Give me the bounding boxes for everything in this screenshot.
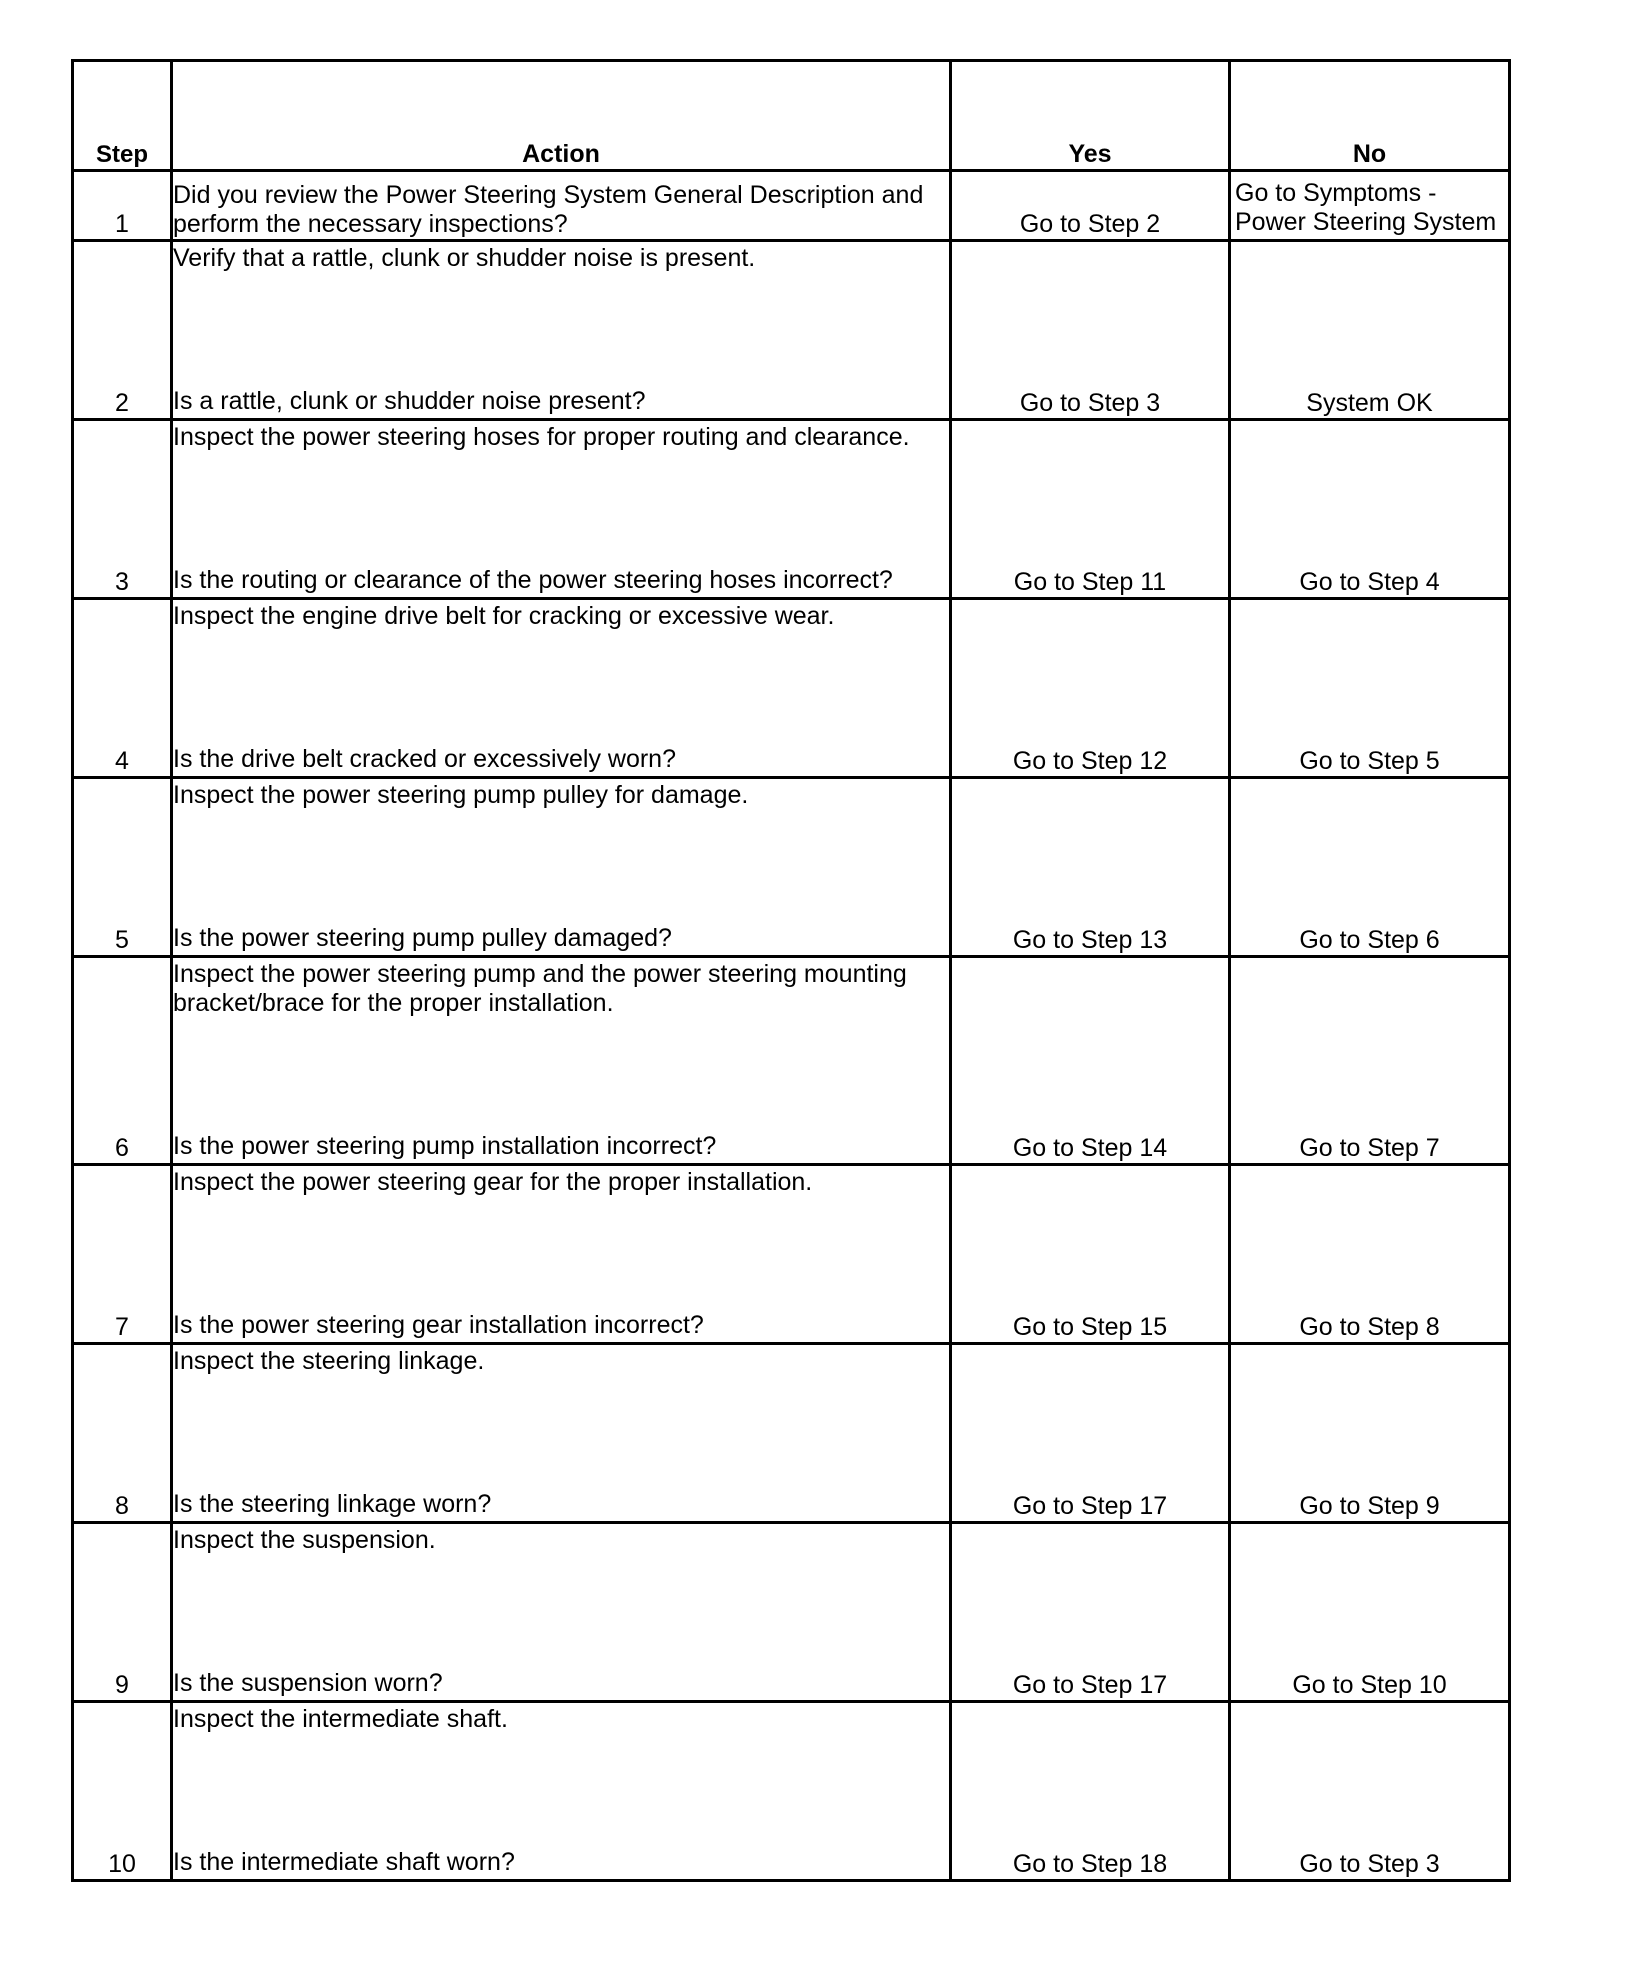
action-cell bbox=[172, 957, 951, 1165]
instruction-text: Inspect the engine drive belt for cracking or excessive wear. bbox=[173, 602, 835, 630]
header-yes: Yes bbox=[951, 61, 1230, 171]
yes-cell: Go to Step 17 bbox=[951, 1523, 1230, 1702]
yes-cell: Go to Step 13 bbox=[951, 778, 1230, 957]
header-no: No bbox=[1230, 61, 1510, 171]
question-text: Is the drive belt cracked or excessively worn? bbox=[173, 745, 676, 773]
action-cell bbox=[172, 171, 951, 241]
action-cell bbox=[172, 778, 951, 957]
yes-cell: Go to Step 18 bbox=[951, 1702, 1230, 1881]
question-text: Is the intermediate shaft worn? bbox=[173, 1848, 515, 1876]
table-row bbox=[73, 599, 1510, 778]
header-step: Step bbox=[73, 61, 172, 171]
step-number: 3 bbox=[73, 420, 172, 599]
instruction-text: Did you review the Power Steering System General Description and perform the necessary inspections? bbox=[173, 181, 924, 238]
step-number: 9 bbox=[73, 1523, 172, 1702]
action-cell bbox=[172, 1702, 951, 1881]
yes-cell: Go to Step 17 bbox=[951, 1344, 1230, 1523]
instruction-text: Inspect the power steering hoses for proper routing and clearance. bbox=[173, 423, 910, 451]
no-cell: System OK bbox=[1230, 241, 1510, 420]
yes-cell: Go to Step 11 bbox=[951, 420, 1230, 599]
step-number: 8 bbox=[73, 1344, 172, 1523]
table-row bbox=[73, 241, 1510, 420]
action-cell bbox=[172, 420, 951, 599]
no-cell: Go to Step 7 bbox=[1230, 957, 1510, 1165]
yes-cell: Go to Step 14 bbox=[951, 957, 1230, 1165]
question-text: Is the power steering pump installation incorrect? bbox=[173, 1132, 717, 1160]
no-cell: Go to Step 6 bbox=[1230, 778, 1510, 957]
step-number: 4 bbox=[73, 599, 172, 778]
no-cell: Go to Step 5 bbox=[1230, 599, 1510, 778]
instruction-text: Inspect the suspension. bbox=[173, 1526, 436, 1554]
instruction-text: Inspect the steering linkage. bbox=[173, 1347, 485, 1375]
table-row bbox=[73, 420, 1510, 599]
question-text: Is the power steering pump pulley damaged? bbox=[173, 924, 672, 952]
no-cell: Go to Step 10 bbox=[1230, 1523, 1510, 1702]
no-cell: Go to Step 4 bbox=[1230, 420, 1510, 599]
yes-cell: Go to Step 15 bbox=[951, 1165, 1230, 1344]
table-row bbox=[73, 1165, 1510, 1344]
step-number: 1 bbox=[73, 171, 172, 241]
action-cell bbox=[172, 1344, 951, 1523]
table-row bbox=[73, 1344, 1510, 1523]
yes-cell: Go to Step 2 bbox=[951, 171, 1230, 241]
step-number: 10 bbox=[73, 1702, 172, 1881]
instruction-text: Inspect the power steering pump pulley for damage. bbox=[173, 781, 749, 809]
question-text: Is the suspension worn? bbox=[173, 1669, 443, 1697]
question-text: Is the steering linkage worn? bbox=[173, 1490, 492, 1518]
question-text: Is the power steering gear installation incorrect? bbox=[173, 1311, 704, 1339]
action-cell bbox=[172, 1523, 951, 1702]
action-cell bbox=[172, 599, 951, 778]
action-cell bbox=[172, 1165, 951, 1344]
table-row bbox=[73, 171, 1510, 241]
step-number: 7 bbox=[73, 1165, 172, 1344]
step-number: 5 bbox=[73, 778, 172, 957]
no-cell: Go to Step 8 bbox=[1230, 1165, 1510, 1344]
header-action: Action bbox=[172, 61, 951, 171]
yes-cell: Go to Step 3 bbox=[951, 241, 1230, 420]
step-number: 6 bbox=[73, 957, 172, 1165]
table-header-row bbox=[73, 61, 1510, 171]
question-text: Is a rattle, clunk or shudder noise present? bbox=[173, 387, 646, 415]
table-row bbox=[73, 957, 1510, 1165]
table-row bbox=[73, 1702, 1510, 1881]
no-cell: Go to Symptoms - Power Steering System bbox=[1230, 171, 1510, 241]
step-number: 2 bbox=[73, 241, 172, 420]
yes-cell: Go to Step 12 bbox=[951, 599, 1230, 778]
table-row bbox=[73, 1523, 1510, 1702]
instruction-text: Verify that a rattle, clunk or shudder noise is present. bbox=[173, 244, 756, 272]
no-cell: Go to Step 9 bbox=[1230, 1344, 1510, 1523]
no-cell: Go to Step 3 bbox=[1230, 1702, 1510, 1881]
diagnostic-table bbox=[71, 59, 1511, 1882]
table-row bbox=[73, 778, 1510, 957]
instruction-text: Inspect the intermediate shaft. bbox=[173, 1705, 508, 1733]
question-text: Is the routing or clearance of the power steering hoses incorrect? bbox=[173, 566, 893, 594]
instruction-text: Inspect the power steering pump and the power steering mounting bracket/brace for the proper installation. bbox=[173, 960, 907, 1017]
action-cell bbox=[172, 241, 951, 420]
instruction-text: Inspect the power steering gear for the proper installation. bbox=[173, 1168, 813, 1196]
